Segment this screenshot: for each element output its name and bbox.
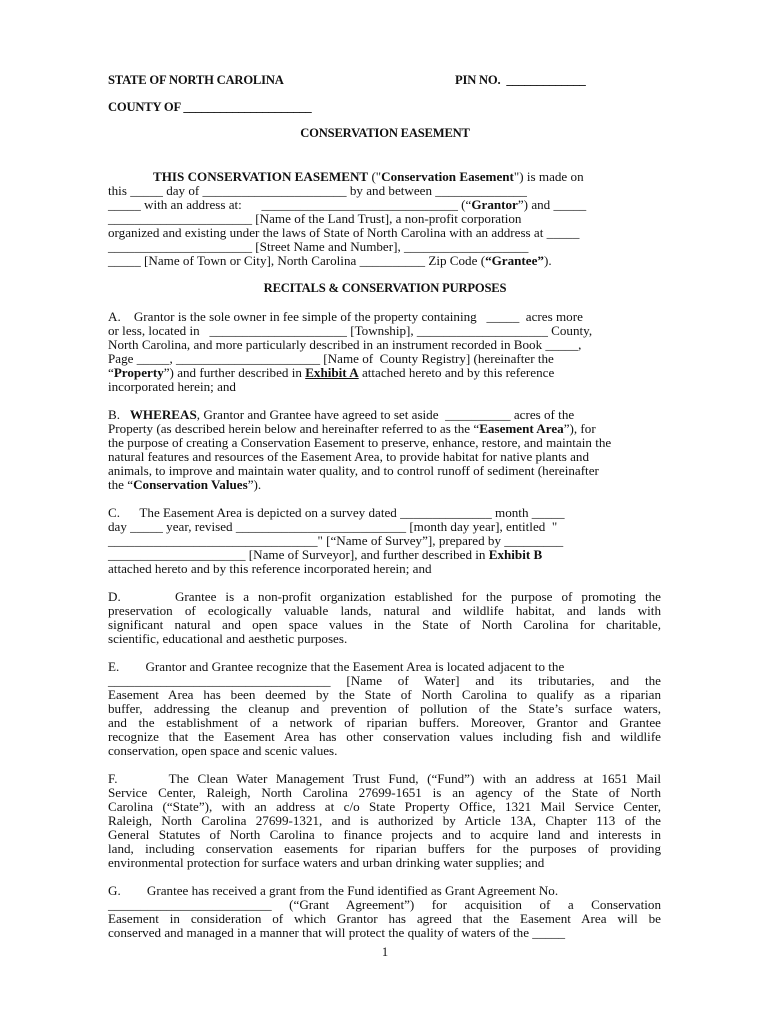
- para-g-line-1: G. Grantee has received a grant from the Fund identified as Grant Agreement No.: [108, 883, 559, 898]
- para-f-line-4: Raleigh, North Carolina 27699-1321, and is authorized by Article 13A, Chapter 113 of the: [108, 813, 661, 828]
- para-e-line-5: and the establishment of a network of riparian buffers. Moreover, Grantor and Grantee: [108, 715, 661, 730]
- para-d-line-1: D. Grantee is a non-profit organization established for the purpose of promoting the: [108, 589, 661, 604]
- intro-line-3: _____ with an address at: ______________________________ (“Grantor”) and _____: [108, 197, 587, 212]
- para-f-line-2: Service Center, Raleigh, North Carolina 27699-1651 is an agency of the State of North: [108, 785, 661, 800]
- pin-number: PIN NO. _____________: [455, 73, 586, 87]
- para-a-line-3: North Carolina, and more particularly described in an instrument recorded in Book _____,: [108, 337, 582, 352]
- intro-line-2: this _____ day of ______________________ by and between ______________: [108, 183, 527, 198]
- para-a-line-2: or less, located in _____________________ [Township], ____________________ County,: [108, 323, 593, 338]
- intro-line-1: THIS CONSERVATION EASEMENT ("Conservation Easement") is made on: [153, 169, 584, 184]
- para-e-line-7: conservation, open space and scenic values.: [108, 743, 338, 758]
- para-g-line-2: _________________________ (“Grant Agreement”) for acquisition of a Conservation: [108, 897, 661, 912]
- page-number: 1: [381, 945, 389, 959]
- para-c-line-3: ________________________________" [“Name of Survey”], prepared by _________: [108, 533, 564, 548]
- para-b-line-4: natural features and resources of the Easement Area, to provide habitat for native plants and: [108, 449, 590, 464]
- para-c-line-1: C. The Easement Area is depicted on a survey dated ______________ month _____: [108, 505, 565, 520]
- para-e-line-2: __________________________________ [Name of Water] and its tributaries, and the: [108, 673, 661, 688]
- exhibit-a-reference: Exhibit A: [305, 365, 359, 380]
- intro-line-7: _____ [Name of Town or City], North Carolina __________ Zip Code (“Grantee”).: [108, 253, 552, 268]
- para-a-line-4: Page _____, ______________________ [Name of County Registry] (hereinafter the: [108, 351, 554, 366]
- para-f-line-1: F. The Clean Water Management Trust Fund, (“Fund”) with an address at 1651 Mail: [108, 771, 661, 786]
- para-b-line-2: Property (as described herein below and hereinafter referred to as the “Easement Area”), for: [108, 421, 596, 436]
- para-a-line-1: A. Grantor is the sole owner in fee simple of the property containing _____ acres more: [108, 309, 583, 324]
- para-a-line-6: incorporated herein; and: [108, 379, 236, 394]
- intro-line-6: ______________________ [Street Name and Number], ___________________: [108, 239, 529, 254]
- para-f-line-3: Carolina (“State”), with an address at c/o State Property Office, 1321 Mail Service Center,: [108, 799, 661, 814]
- para-g-line-3: Easement in consideration of which Grantor has agreed that the Easement Area will be: [108, 911, 661, 926]
- county-heading: COUNTY OF _____________________: [108, 100, 312, 114]
- para-a-line-5: “Property”) and further described in Exhibit A attached hereto and by this reference: [108, 365, 555, 380]
- para-b-line-6: the “Conservation Values”).: [108, 477, 262, 492]
- para-f-line-7: environmental protection for surface waters and urban drinking water supplies; and: [108, 855, 545, 870]
- para-d-line-2: preservation of ecologically valuable lands, natural and wildlife habitat, and lands with: [108, 603, 661, 618]
- para-c-line-5: attached hereto and by this reference incorporated herein; and: [108, 561, 432, 576]
- para-b-line-5: animals, to improve and maintain water quality, and to control runoff of sediment (hereinafter: [108, 463, 599, 478]
- para-d-line-3: significant natural and open space values in the State of North Carolina for charitable,: [108, 617, 661, 632]
- para-e-line-1: E. Grantor and Grantee recognize that the Easement Area is located adjacent to the: [108, 659, 565, 674]
- document-title: CONSERVATION EASEMENT: [300, 126, 470, 140]
- state-heading: STATE OF NORTH CAROLINA: [108, 73, 284, 87]
- para-f-line-6: land, including conservation easements for riparian buffers for the purposes of providing: [108, 841, 661, 856]
- recitals-heading: RECITALS & CONSERVATION PURPOSES: [263, 281, 507, 295]
- para-f-line-5: General Statutes of North Carolina to finance projects and to acquire land and interests in: [108, 827, 661, 842]
- intro-line-5: organized and existing under the laws of State of North Carolina with an address at _____: [108, 225, 580, 240]
- para-e-line-6: recognize that the Easement Area has other conservation values including fish and wildlife: [108, 729, 661, 744]
- intro-line-4: ______________________ [Name of the Land Trust], a non-profit corporation: [108, 211, 522, 226]
- para-d-line-4: scientific, educational and aesthetic purposes.: [108, 631, 348, 646]
- para-e-line-4: buffer, addressing the cleanup and prevention of pollution of the State’s surface waters,: [108, 701, 661, 716]
- para-c-line-2: day _____ year, revised __________________________ [month day year], entitled ": [108, 519, 558, 534]
- para-e-line-3: Easement Area has been deemed by the State of North Carolina to qualify as a riparian: [108, 687, 661, 702]
- exhibit-b-reference: Exhibit B: [488, 547, 543, 562]
- para-b-line-3: the purpose of creating a Conservation Easement to preserve, enhance, restore, and maintain the: [108, 435, 612, 450]
- para-c-line-4: _____________________ [Name of Surveyor], and further described in Exhibit B: [108, 547, 543, 562]
- para-b-line-1: B. WHEREAS, Grantor and Grantee have agreed to set aside __________ acres of the: [108, 407, 575, 422]
- para-g-line-4: conserved and managed in a manner that will protect the quality of waters of the _____: [108, 925, 566, 940]
